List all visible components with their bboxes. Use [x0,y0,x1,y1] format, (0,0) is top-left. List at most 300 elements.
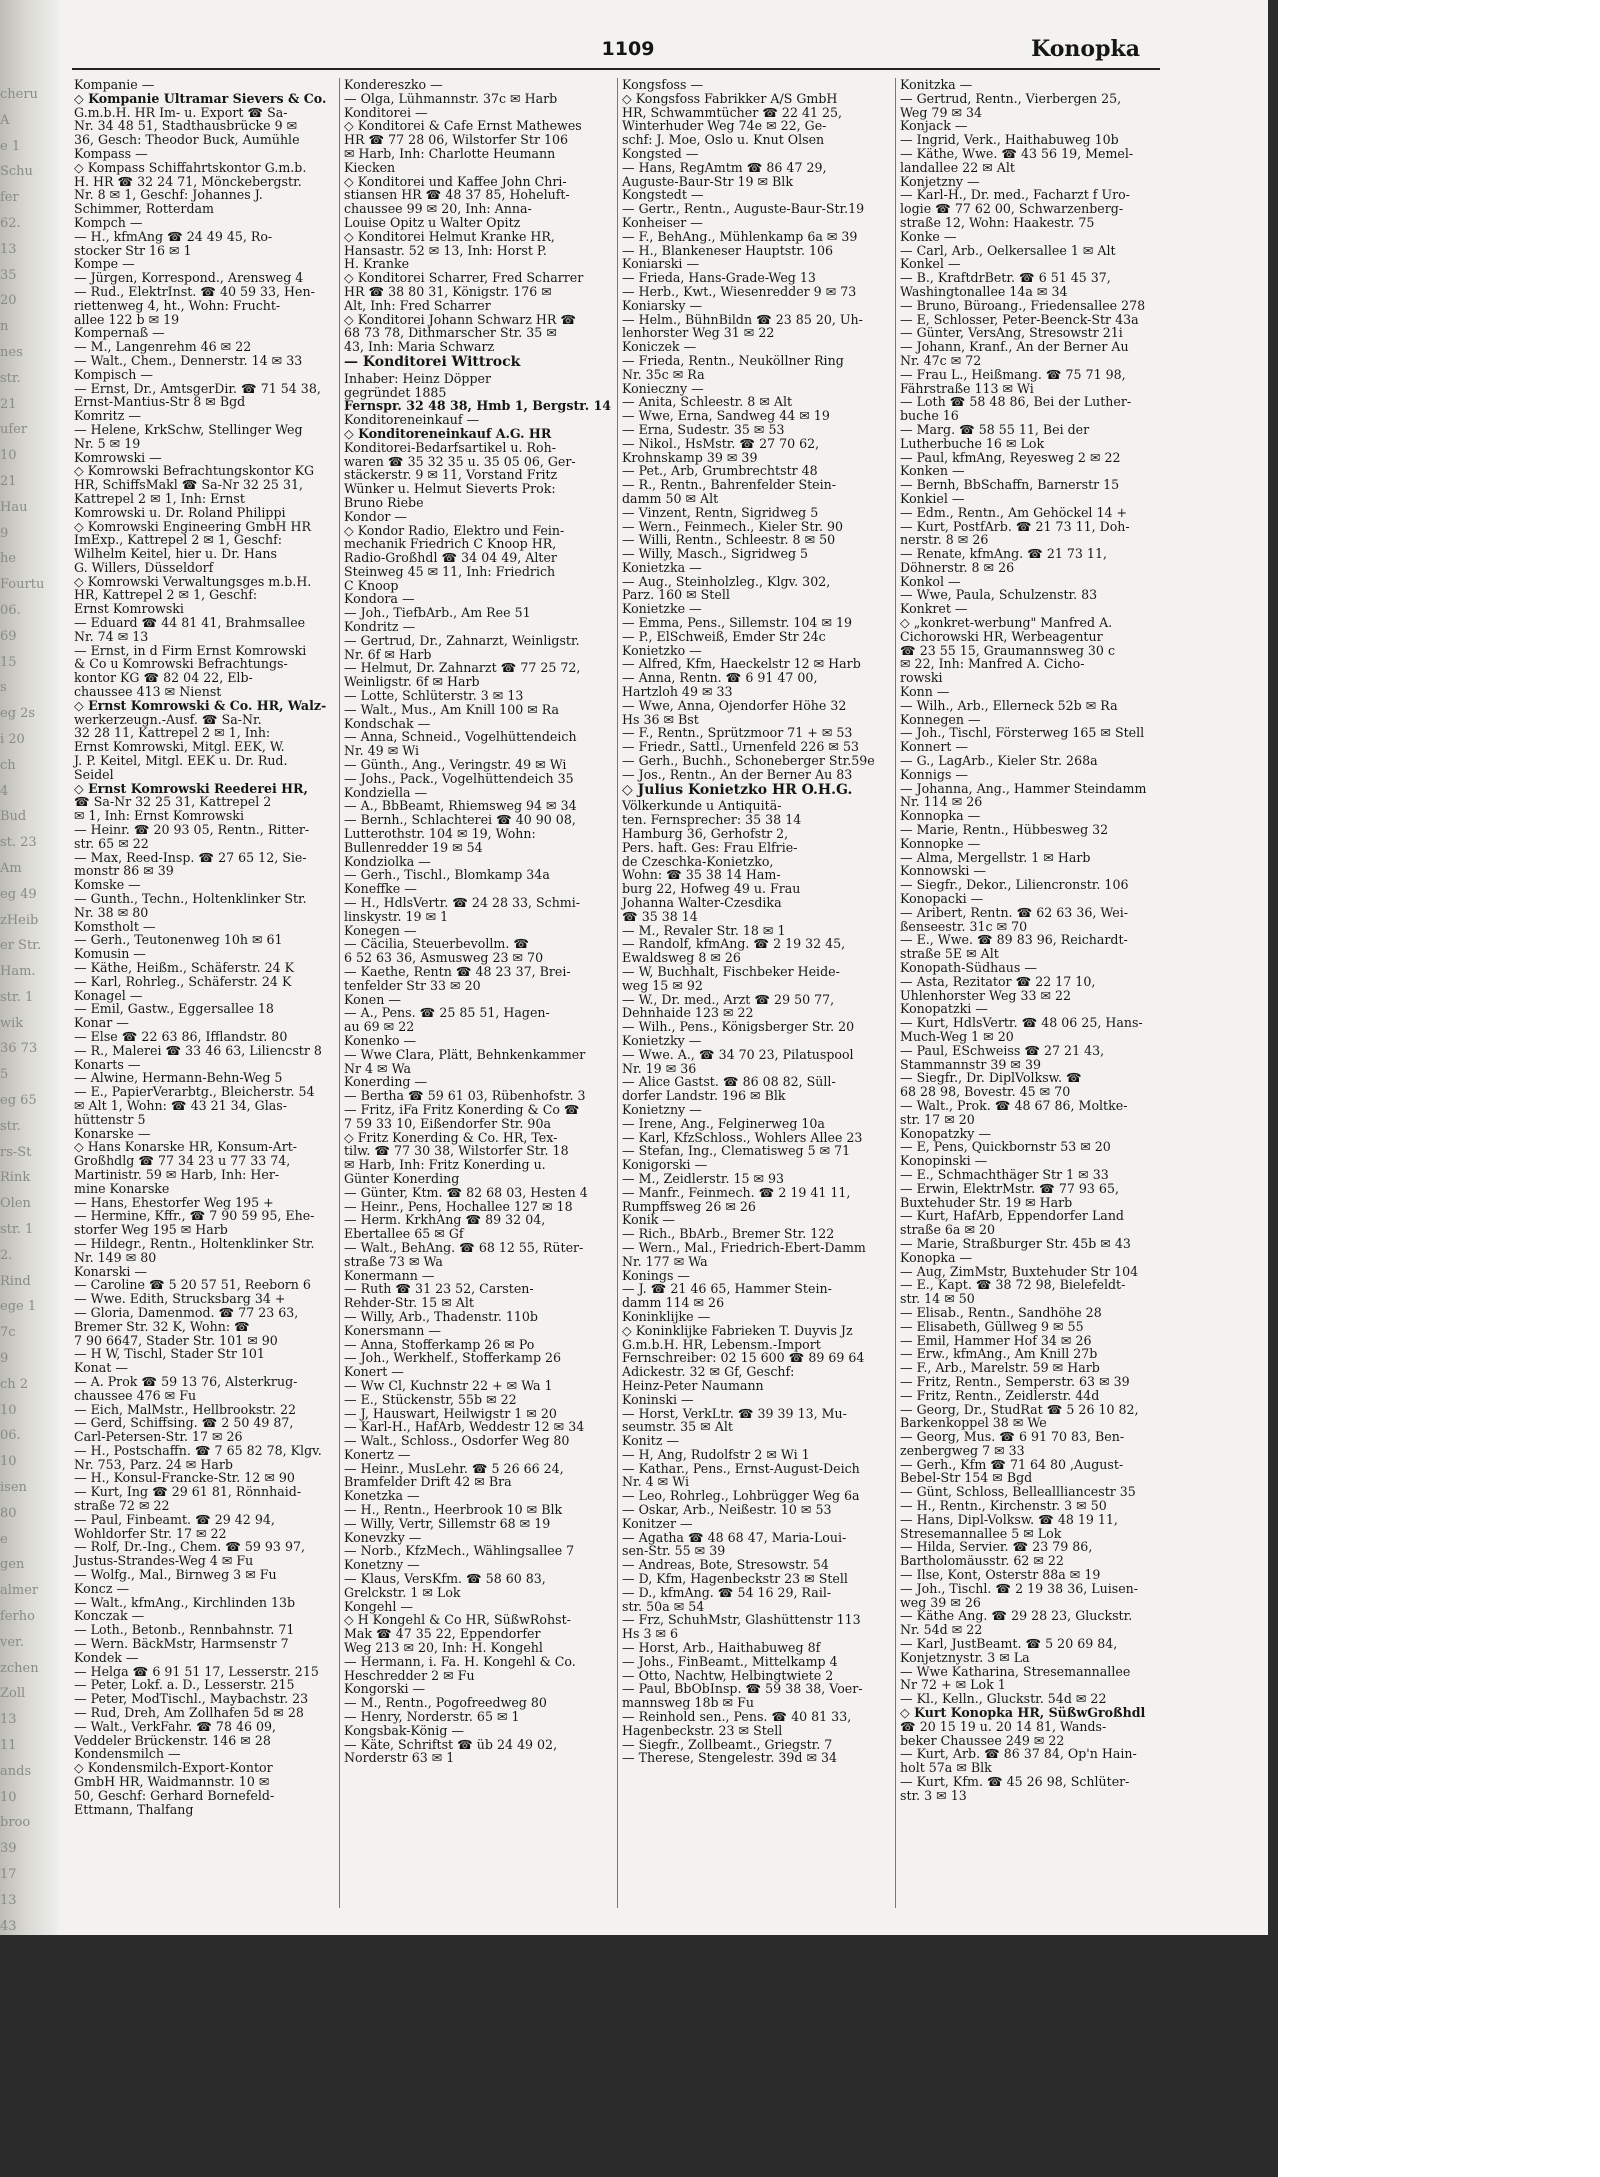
directory-entry-line: Nr. 34 48 51, Stadthausbrücke 9 ✉ [74,118,298,134]
directory-entry-line: — D, Kfm, Hagenbeckstr 23 ✉ Stell [622,1571,848,1587]
directory-entry-line: Weinligstr. 6f ✉ Harb [344,674,480,690]
directory-entry-line: ◇ Julius Konietzko HR O.H.G. [622,781,853,798]
surname-heading: Konetzka — [344,1488,420,1504]
directory-entry-line: — Reinhold sen., Pens. ☎ 40 81 33, [622,1709,852,1725]
surname-heading: Konopatzki — [900,1001,988,1017]
directory-entry-line: straße 6a ✉ 20 [900,1222,996,1238]
directory-entry-line: Pers. haft. Ges: Frau Elfrie- [622,839,798,855]
directory-entry-line: — Alma, Mergellstr. 1 ✉ Harb [900,849,1091,865]
directory-entry-line: — A., BbBeamt, Rhiemsweg 94 ✉ 34 [344,798,577,814]
directory-entry-line: — H., Rentn., Kirchenstr. 3 ✉ 50 [900,1498,1107,1514]
directory-entry-line: rowski [900,670,943,686]
directory-entry-line: Bullenredder 19 ✉ 54 [344,839,483,855]
directory-entry-line: — Wwe Katharina, Stresemannallee [900,1663,1131,1679]
directory-entry-line: — B., KraftdrBetr. ☎ 6 51 45 37, [900,270,1111,286]
directory-entry-line: ◇ Kondensmilch-Export-Kontor [74,1760,273,1776]
directory-entry-line: — Willy, Arb., Thadenstr. 110b [344,1308,538,1324]
directory-entry-line: — Fritz, iFa Fritz Konerding & Co ☎ [344,1101,580,1117]
directory-entry-line: — Anna, Rentn. ☎ 6 91 47 00, [622,670,818,686]
directory-entry-line: Johanna Walter-Czesdika [622,895,782,911]
surname-heading: Kondora — [344,591,415,607]
directory-entry-line: — Loth ☎ 58 48 86, Bei der Luther- [900,394,1132,410]
previous-page-fragment: rs-St [0,1144,32,1160]
directory-entry-line: werkerzeugn.-Ausf. ☎ Sa-Nr. [74,711,262,727]
directory-entry-line: 7 90 6647, Stader Str. 101 ✉ 90 [74,1332,278,1348]
directory-entry-line: — Ww Cl, Kuchnstr 22 + ✉ Wa 1 [344,1377,553,1393]
directory-entry-line: Seidel [74,766,114,782]
directory-entry-line: — Herb., Kwt., Wiesenredder 9 ✉ 73 [622,283,857,299]
surname-heading: Konat — [74,1360,128,1376]
directory-entry-line: — Else ☎ 22 63 86, Ifflandstr. 80 [74,1028,288,1044]
directory-entry-line: GmbH HR, Waidmannstr. 10 ✉ [74,1774,270,1790]
directory-entry-line: — M., Langenrehm 46 ✉ 22 [74,339,252,355]
directory-entry-line: Hs 3 ✉ 6 [622,1626,679,1642]
directory-entry-line: Fernschreiber: 02 15 600 ☎ 89 69 64 [622,1350,865,1366]
directory-entry-line: Hs 36 ✉ Bst [622,711,699,727]
directory-entry-line: Wohn: ☎ 35 38 14 Ham- [622,867,781,883]
previous-page-fragment: Olen [0,1196,31,1212]
previous-page-fragment: ufer [0,422,28,438]
directory-entry-line: monstr 86 ✉ 39 [74,863,174,879]
directory-entry-line: stäckerstr. 9 ✉ 11, Vorstand Fritz [344,467,558,483]
surname-heading: Kongsbak-König — [344,1722,464,1738]
surname-heading: Komske — [74,877,141,893]
previous-page-fragment: gen [0,1557,25,1573]
directory-entry-line: — G., LagArb., Kieler Str. 268a [900,753,1098,769]
directory-entry-line: Bramfelder Drift 42 ✉ Bra [344,1474,512,1490]
previous-page-fragment: 11 [0,1738,17,1753]
surname-heading: Konen — [344,991,401,1007]
directory-entry-line: nerstr. 8 ✉ 26 [900,532,989,548]
previous-page-fragment: A [0,112,10,128]
directory-entry-line: — A., Pens. ☎ 25 85 51, Hagen- [344,1005,550,1021]
directory-entry-line: — Jos., Rentn., An der Berner Au 83 [622,766,853,782]
directory-entry-line: — Walt., BehAng. ☎ 68 12 55, Rüter- [344,1239,584,1255]
directory-entry-line: — Bruno, Büroang., Friedensallee 278 [900,297,1146,313]
previous-page-fragment: 13 [0,241,17,257]
previous-page-fragment: 21 [0,473,17,489]
directory-entry-line: lenhorster Weg 31 ✉ 22 [622,325,775,341]
surname-heading: Kondziolka — [344,853,431,869]
previous-page-fragment: nes [0,344,23,360]
directory-entry-line: — Friedr., Sattl., Urnenfeld 226 ✉ 53 [622,739,859,755]
previous-page-fragment: 36 73 [0,1041,38,1057]
directory-entry-line: au 69 ✉ 22 [344,1019,415,1035]
previous-page-fragment: Zoll [0,1686,26,1702]
previous-page-fragment: str. [0,370,21,386]
directory-entry-line: — Ruth ☎ 31 23 52, Carsten- [344,1281,534,1297]
directory-entry-line: — Loth., Betonb., Rennbahnstr. 71 [74,1622,295,1638]
directory-entry-line: Großhdlg ☎ 77 34 23 u 77 33 74, [74,1153,291,1169]
directory-entry-line: — Renate, kfmAng. ☎ 21 73 11, [900,546,1107,562]
directory-entry-line: Bartholomäusstr. 62 ✉ 22 [900,1553,1064,1569]
surname-heading: Konditoreneinkauf — [344,412,480,428]
surname-heading: Kompass — [74,145,148,161]
directory-entry-line: — Kaethe, Rentn ☎ 48 23 37, Brei- [344,964,571,979]
surname-heading: Koniarsky — [622,297,703,313]
directory-entry-line: — Anna, Stofferkamp 26 ✉ Po [344,1336,535,1352]
surname-heading: Konkiel — [900,490,965,506]
directory-entry-line: — Marg. ☎ 58 55 11, Bei der [900,421,1090,437]
directory-entry-line: HR ☎ 38 80 31, Königstr. 176 ✉ [344,283,552,299]
directory-entry-line: Louise Opitz u Walter Opitz [344,214,521,230]
surname-heading: Konings — [622,1267,691,1283]
directory-entry-line: Mak ☎ 47 35 22, Eppendorfer [344,1626,541,1642]
directory-entry-line: — Kurt, PostfArb. ☎ 21 73 11, Doh- [900,518,1130,534]
previous-page-fragment: eg 65 [0,1093,37,1109]
directory-entry-line: Barkenkoppel 38 ✉ We [900,1415,1047,1431]
directory-entry-line: Bebel-Str 154 ✉ Bgd [900,1470,1033,1486]
directory-entry-line: — Henry, Norderstr. 65 ✉ 1 [344,1709,520,1725]
previous-page-fragment: e 1 [0,138,21,154]
directory-entry-line: Winterhuder Weg 74e ✉ 22, Ge- [622,118,827,134]
directory-entry-line: Nr. 114 ✉ 26 [900,794,983,810]
surname-heading: Koniczek — [622,339,697,355]
surname-heading: Konopatzky — [900,1125,991,1141]
surname-heading: Kongstedt — [622,187,704,203]
directory-entry-line: chaussee 413 ✉ Nienst [74,684,222,700]
directory-entry-line: Nr. 4 ✉ Wi [622,1474,689,1490]
directory-entry-line: — Günth., Ang., Veringstr. 49 ✉ Wi [344,757,567,773]
directory-entry-line: — Konditorei Wittrock [344,353,521,370]
surname-heading: Konegen — [344,922,417,938]
previous-page-fragment: almer [0,1583,39,1599]
directory-entry-line: — Karl, JustBeamt. ☎ 5 20 69 84, [900,1636,1118,1652]
previous-page-fragment: n [0,319,9,335]
directory-entry-line: — Frieda, Rentn., Neuköllner Ring [622,352,844,368]
surname-heading: Kompe — [74,256,135,272]
surname-heading: Konarski — [74,1263,148,1279]
directory-entry-line: — E., Wwe. ☎ 89 83 96, Reichardt- [900,932,1128,948]
directory-entry-line: Justus-Strandes-Weg 4 ✉ Fu [74,1553,254,1569]
directory-entry-line: Heschredder 2 ✉ Fu [344,1667,475,1683]
directory-entry-line: mechanik Friedrich C Knoop HR, [344,536,557,552]
previous-page-fragment: 5 [0,1067,9,1083]
directory-entry-line: — Gerh., Buchh., Schoneberger Str.59e [622,753,875,769]
directory-entry-line: — Lotte, Schlüterstr. 3 ✉ 13 [344,688,524,704]
previous-page-fragment: 4 [0,783,9,799]
directory-entry-line: — Alwine, Hermann-Behn-Weg 5 [74,1070,283,1086]
directory-entry-line: de Czeschka-Konietzko, [622,853,774,869]
column-divider [339,78,340,1908]
directory-entry-line: hüttenstr 5 [74,1111,146,1127]
surname-heading: Koninklijke — [622,1308,711,1324]
directory-entry-line: Rehder-Str. 15 ✉ Alt [344,1295,474,1311]
surname-heading: Kondor — [344,508,408,524]
surname-heading: Konnopka — [900,808,981,824]
directory-entry-line: ☎ Sa-Nr 32 25 31, Kattrepel 2 [74,794,272,810]
directory-entry-line: Schimmer, Rotterdam [74,201,214,217]
directory-entry-line: ☎ 23 55 15, Graumannsweg 30 c [900,642,1115,658]
directory-entry-line: ◇ Fritz Konerding & Co. HR, Tex- [344,1129,558,1145]
directory-entry-line: — Carl, Arb., Oelkersallee 1 ✉ Alt [900,242,1116,258]
directory-entry-line: — Walt., Mus., Am Knill 100 ✉ Ra [344,701,560,717]
directory-entry-line: ◇ Ernst Komrowski & Co. HR, Walz- [74,697,327,713]
directory-entry-line: Nr 4 ✉ Wa [344,1060,411,1076]
directory-entry-line: — Wwe. Edith, Strucksbarg 34 + [74,1291,286,1307]
directory-entry-line: Radio-Großhdl ☎ 34 04 49, Alter [344,550,557,566]
surname-heading: Koninski — [622,1391,694,1407]
surname-heading: Kondensmilch — [74,1746,181,1762]
directory-entry-line: — F., Arb., Marelstr. 59 ✉ Harb [900,1360,1100,1376]
directory-entry-line: Veddeler Brückenstr. 146 ✉ 28 [74,1732,271,1748]
directory-entry-line: — Wolfg., Mal., Birnweg 3 ✉ Fu [74,1567,277,1583]
directory-entry-line: — Paul, ESchweiss ☎ 27 21 43, [900,1042,1105,1058]
previous-page-fragment: Hau [0,499,28,515]
surname-heading: Koneffke — [344,881,417,897]
directory-entry-line: — Irene, Ang., Felginerweg 10a [622,1115,825,1131]
directory-entry-line: — Aribert, Rentn. ☎ 62 63 36, Wei- [900,904,1128,920]
surname-heading: Konkret — [900,601,968,617]
directory-entry-line: — Alice Gastst. ☎ 86 08 82, Süll- [622,1074,836,1090]
previous-page-fragment: 39 [0,1841,17,1857]
directory-entry-line: — Frau L., Heißmang. ☎ 75 71 98, [900,366,1126,382]
directory-entry-line: — Karl, Rohrleg., Schäferstr. 24 K [74,973,292,989]
directory-entry-line: — Georg, Mus. ☎ 6 91 70 83, Ben- [900,1429,1125,1445]
directory-entry-line: Wohldorfer Str. 17 ✉ 22 [74,1525,227,1541]
directory-entry-line: ✉ Alt 1, Wohn: ☎ 43 21 34, Glas- [74,1097,287,1113]
directory-entry-line: ◇ Komrowski Engineering GmbH HR [74,518,311,534]
directory-entry-line: Nr. 753, Parz. 24 ✉ Harb [74,1456,233,1472]
previous-page-fragment: 06. [0,602,21,618]
directory-entry-line: — Kurt, HafArb, Eppendorfer Land [900,1208,1124,1224]
directory-entry-line: — Heinr., Pens, Hochallee 127 ✉ 18 [344,1198,573,1214]
directory-entry-line: tenfelder Str 33 ✉ 20 [344,977,481,993]
surname-heading: Kongehl — [344,1598,414,1614]
directory-entry-line: Ernst-Mantius-Str 8 ✉ Bgd [74,394,246,410]
previous-page-fragment: zchen [0,1660,39,1676]
directory-entry-line: — Gerd, Schiffsing. ☎ 2 50 49 87, [74,1415,294,1431]
directory-entry-line: — Wwe. A., ☎ 34 70 23, Pilatuspool [622,1046,854,1062]
directory-column-1 [74,78,339,1908]
directory-entry-line: ten. Fernsprecher: 35 38 14 [622,812,802,828]
directory-entry-line: Much-Weg 1 ✉ 20 [900,1028,1014,1044]
directory-entry-line: Nr. 177 ✉ Wa [622,1253,708,1269]
directory-entry-line: — Hildegr., Rentn., Holtenklinker Str. [74,1235,315,1251]
previous-page-fragment: Bud [0,809,27,825]
directory-entry-line: — Frz, SchuhMstr, Glashüttenstr 113 [622,1612,861,1628]
directory-entry-line: — Erwin, ElektrMstr. ☎ 77 93 65, [900,1180,1119,1196]
directory-entry-line: str. 50a ✉ 54 [622,1598,705,1614]
directory-entry-line: Lutterothstr. 104 ✉ 19, Wohn: [344,826,536,842]
directory-entry-line: Heinz-Peter Naumann [622,1377,764,1393]
directory-entry-line: — R., Rentn., Bahrenfelder Stein- [622,477,836,493]
directory-entry-line: burg 22, Hofweg 49 u. Frau [622,881,801,897]
directory-entry-line: — Wern., Feinmech., Kieler Str. 90 [622,518,844,534]
directory-entry-line: — Käthe, Wwe. ☎ 43 56 19, Memel- [900,145,1134,161]
directory-entry-line: — E., Stückenstr, 55b ✉ 22 [344,1391,517,1407]
surname-heading: Konke — [900,228,957,244]
previous-page-fragment: 10 [0,1789,17,1805]
previous-page-fragment: 13 [0,1712,17,1728]
previous-page-fragment: Rink [0,1170,31,1186]
directory-entry-line: — Käthe, Heißm., Schäferstr. 24 K [74,960,295,975]
directory-entry-line: — Ernst, in d Firm Ernst Komrowski [74,642,307,658]
directory-entry-line: Adickestr. 32 ✉ Gf, Geschf: [622,1364,795,1380]
directory-entry-line: Dehnhaide 123 ✉ 22 [622,1005,754,1021]
surname-heading: Kongsted — [622,145,699,161]
directory-entry-line: — Ernst, Dr., AmtsgerDir. ☎ 71 54 38, [74,380,321,396]
directory-entry-line: — Gerh., Kfm ☎ 71 64 80 ,August- [900,1456,1124,1472]
directory-entry-line: Nr. 6f ✉ Harb [344,646,432,662]
directory-entry-line: str. 14 ✉ 50 [900,1291,975,1307]
directory-entry-line: — Helm., BühnBildn ☎ 23 85 20, Uh- [622,311,863,327]
directory-entry-line: ◇ Konditorei und Kaffee John Chri- [344,173,567,189]
directory-entry-line: ◇ Koninklijke Fabrieken T. Duyvis Jz [622,1322,853,1338]
directory-entry-line: — Randolf, kfmAng. ☎ 2 19 32 45, [622,936,846,952]
previous-page-fragment: 7c [0,1325,16,1341]
directory-entry-line: — Günt, Schloss, Belleallliancestr 35 [900,1484,1136,1500]
directory-entry-line: chaussee 476 ✉ Fu [74,1387,197,1403]
directory-entry-line: Washingtonallee 14a ✉ 34 [900,283,1068,299]
directory-entry-line: Bremer Str. 32 K, Wohn: ☎ [74,1318,250,1334]
directory-entry-line: 32 28 11, Kattrepel 2 ✉ 1, Inh: [74,725,271,741]
directory-entry-line: — Helmut, Dr. Zahnarzt ☎ 77 25 72, [344,660,581,676]
directory-entry-line: — F., BehAng., Mühlenkamp 6a ✉ 39 [622,228,858,244]
directory-entry-line: sen-Str. 55 ✉ 39 [622,1543,726,1559]
previous-page-fragment: ege 1 [0,1299,37,1315]
directory-entry-line: Bruno Riebe [344,494,424,510]
surname-heading: Konjetzny — [900,173,980,189]
directory-entry-line: — Hilda, Servier. ☎ 23 79 86, [900,1539,1093,1555]
page-number: 1109 [601,38,655,60]
surname-heading: Konarske — [74,1125,151,1141]
directory-entry-line: — H., Konsul-Francke-Str. 12 ✉ 90 [74,1470,295,1486]
directory-entry-line: HR ☎ 77 28 06, Wilstorfer Str 106 [344,132,569,148]
previous-page-fragment: 13 [0,1892,17,1908]
previous-page-fragment: ver. [0,1634,24,1650]
directory-entry-line: — Emma, Pens., Sillemstr. 104 ✉ 19 [622,615,853,631]
directory-entry-line: — Joh., Tischl, Försterweg 165 ✉ Stell [900,725,1145,741]
directory-entry-line: 7 59 33 10, Eißendorfer Str. 90a [344,1115,551,1131]
directory-entry-line: — E, Pens, Quickbornstr 53 ✉ 20 [900,1139,1111,1155]
previous-page-fragment: e [0,1531,8,1547]
previous-page-fragment: Am [0,860,22,876]
directory-entry-line: ◇ Kompass Schiffahrtskontor G.m.b. [74,159,307,175]
previous-page-fragment: ferho [0,1609,35,1625]
directory-entry-line: — P., ElSchweiß, Emder Str 24c [622,628,826,644]
surname-heading: Kompanie — [74,77,155,92]
directory-entry-line: — Erna, Sudestr. 35 ✉ 53 [622,421,785,437]
surname-heading: Konetzny — [344,1557,420,1573]
directory-entry-line: — Gertrud, Rentn., Vierbergen 25, [900,90,1122,106]
directory-entry-line: — Jürgen, Korrespond., Arensweg 4 [74,270,304,286]
directory-entry-line: straße 12, Wohn: Haakestr. 75 [900,214,1095,230]
directory-entry-line: — Karl-H., HafArb, Weddestr 12 ✉ 34 [344,1419,585,1435]
directory-entry-line: — H., Rentn., Heerbrook 10 ✉ Blk [344,1502,563,1518]
directory-entry-line: — Karl-H., Dr. med., Facharzt f Uro- [900,187,1130,203]
previous-page-fragment: 10 [0,1454,17,1470]
directory-entry-line: Ernst Komrowski [74,601,184,617]
directory-entry-line: weg 15 ✉ 92 [622,977,703,993]
directory-entry-line: linskystr. 19 ✉ 1 [344,908,449,924]
directory-entry-line: — Hans, Ehestorfer Weg 195 + [74,1194,274,1210]
directory-entry-line: Hansastr. 52 ✉ 13, Inh: Horst P. [344,242,547,258]
directory-entry-line: Norderstr 63 ✉ 1 [344,1750,455,1766]
previous-page-fragment: 06. [0,1428,21,1444]
surname-heading: Kondek — [74,1649,139,1665]
surname-heading: Koniarski — [622,256,700,272]
directory-entry-line: — E, Schlosser, Peter-Beenck-Str 43a [900,311,1139,327]
surname-heading: Konietzky — [622,1032,702,1048]
directory-entry-line: Steinweg 45 ✉ 11, Inh: Friedrich [344,563,556,579]
directory-entry-line: — H., Blankeneser Hauptstr. 106 [622,242,834,258]
previous-page-fragment: Schu [0,164,33,180]
directory-entry-line: allee 122 b ✉ 19 [74,311,180,327]
previous-page-fragment: eg 2s [0,706,36,722]
column-divider [617,78,618,1908]
directory-entry-line: — Günter, VersAng, Stresowstr 21i [900,325,1123,341]
directory-entry-line: C Knoop [344,577,399,593]
previous-page-fragment: str. [0,1118,21,1134]
directory-entry-line: Cichorowski HR, Werbeagentur [900,628,1103,644]
surname-heading: Kondritz — [344,619,416,635]
directory-entry-line: ◇ Kompanie Ultramar Sievers & Co. [74,90,327,106]
surname-heading: Konnopke — [900,835,981,851]
directory-entry-line: Wünker u. Helmut Sieverts Prok: [344,481,556,497]
directory-entry-line: — Johanna, Ang., Hammer Steindamm [900,780,1147,796]
directory-entry-line: — R., Malerei ☎ 33 46 63, Liliencstr 8 [74,1042,322,1058]
directory-entry-line: — M., Zeidlerstr. 15 ✉ 93 [622,1170,785,1186]
directory-entry-line: — Rich., BbArb., Bremer Str. 122 [622,1226,835,1242]
previous-page-fragment: he [0,551,17,567]
directory-entry-line: 68 28 98, Bovestr. 45 ✉ 70 [900,1084,1071,1100]
surname-heading: Kompch — [74,214,143,230]
directory-entry-line: — Elisabeth, Güllweg 9 ✉ 55 [900,1318,1084,1334]
directory-entry-line: straße 73 ✉ Wa [344,1253,443,1269]
directory-column-3 [622,78,887,1908]
surname-heading: Kongorski — [344,1681,426,1697]
directory-entry-line: — Asta, Rezitator ☎ 22 17 10, [900,973,1096,989]
surname-heading: Konenko — [344,1032,417,1048]
surname-heading: Konagel — [74,987,143,1003]
directory-entry-line: ◇ Hans Konarske HR, Konsum-Art- [74,1139,298,1155]
directory-entry-line: damm 50 ✉ Alt [622,490,719,506]
directory-entry-line: — Gloria, Damenmod. ☎ 77 23 63, [74,1304,299,1320]
directory-entry-line: 36, Gesch: Theodor Buck, Aumühle [74,132,300,148]
directory-entry-line: — Siegfr., Dekor., Liliencronstr. 106 [900,877,1129,893]
surname-heading: Konik — [622,1212,676,1228]
surname-heading: Kondereszko — [344,77,443,92]
directory-entry-line: — Wwe, Paula, Schulzenstr. 83 [900,587,1098,603]
directory-entry-line: — Gerh., Tischl., Blomkamp 34a [344,867,550,883]
directory-entry-line: — Ilse, Kont, Osterstr 88a ✉ 19 [900,1567,1101,1583]
directory-entry-line: Martinistr. 59 ✉ Harb, Inh: Her- [74,1166,280,1182]
previous-page-fragment: wik [0,1015,24,1031]
surname-heading: Konn — [900,684,950,700]
directory-entry-line: — Käthe Ang. ☎ 29 28 23, Gluckstr. [900,1608,1133,1624]
directory-entry-line: ◇ Kongsfoss Fabrikker A/S GmbH [622,90,838,106]
directory-entry-line: Nr. 47c ✉ 72 [900,352,982,368]
surname-heading: Komritz — [74,408,141,424]
directory-entry-line: Konditorei-Bedarfsartikel u. Roh- [344,439,556,455]
directory-entry-line: — Paul, kfmAng, Reyesweg 2 ✉ 22 [900,449,1121,465]
directory-entry-line: — Erw., kfmAng., Am Knill 27b [900,1346,1098,1362]
directory-entry-line: ✉ 1, Inh: Ernst Komrowski [74,808,244,824]
directory-entry-line: — W, Buchhalt, Fischbeker Heide- [622,964,840,979]
directory-entry-line: — Joh., TiefbArb., Am Ree 51 [344,605,531,621]
previous-page-fragment: str. 1 [0,1222,34,1238]
directory-entry-line: — Wern., Mal., Friedrich-Ebert-Damm [622,1239,866,1255]
surname-heading: Konczak — [74,1608,145,1624]
surname-heading: Konitzer — [622,1515,693,1531]
directory-column-2 [344,77,612,1908]
directory-entry-line: weg 39 ✉ 26 [900,1594,981,1610]
directory-entry-line: — Karl, KfzSchloss., Wohlers Allee 23 [622,1129,863,1145]
directory-entry-line: — Rud., ElektrInst. ☎ 40 59 33, Hen- [74,283,315,299]
directory-entry-line: ◇ Konditorei Johann Schwarz HR ☎ [344,311,577,327]
directory-entry-line: — Vinzent, Rentn, Sigridweg 5 [622,504,819,520]
